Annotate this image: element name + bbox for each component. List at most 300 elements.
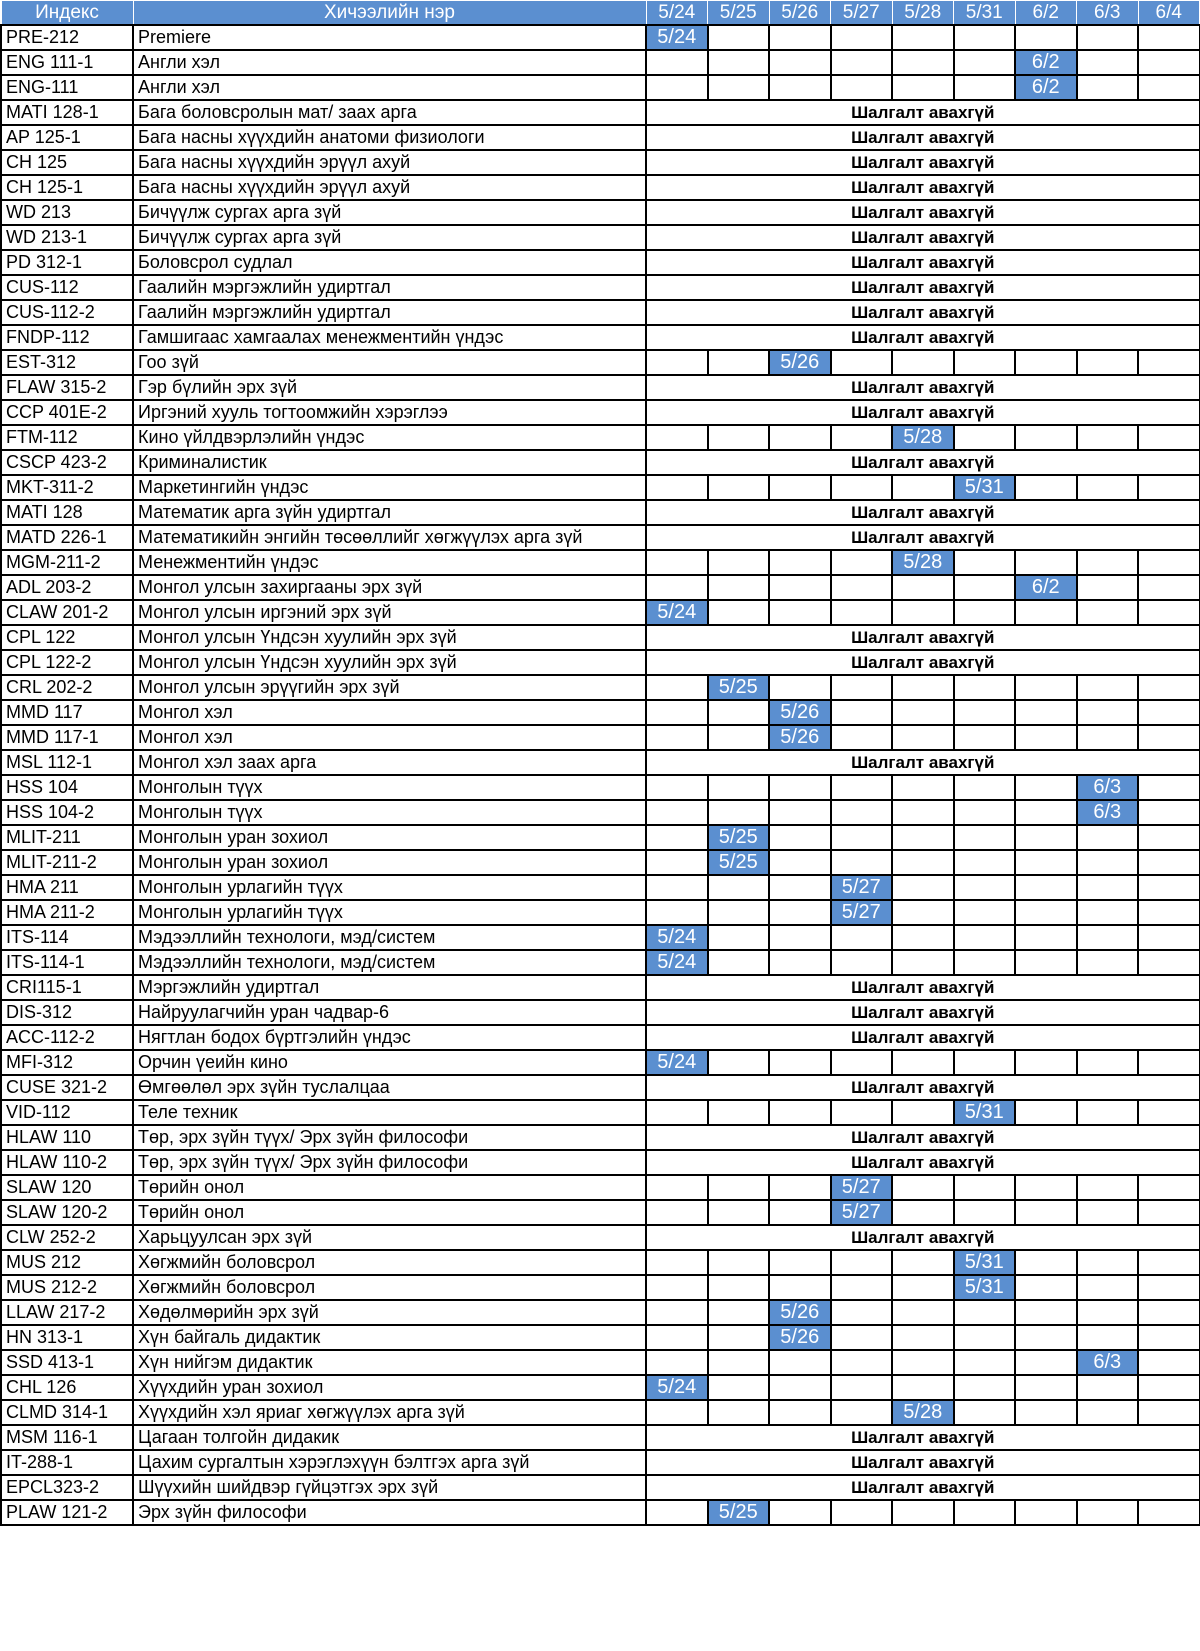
no-exam-label: Шалгалт авахгүй [646, 650, 1200, 675]
table-row [1, 275, 1200, 300]
empty-date-cell [892, 475, 954, 500]
empty-date-cell [1138, 1175, 1200, 1200]
course-name: Боловсрол судлал [133, 250, 646, 275]
empty-date-cell [831, 700, 893, 725]
course-name: Кино үйлдвэрлэлийн үндэс [133, 425, 646, 450]
course-index: MUS 212-2 [1, 1275, 133, 1300]
empty-date-cell [1015, 825, 1077, 850]
table-row [1, 25, 1200, 50]
no-exam-label: Шалгалт авахгүй [646, 325, 1200, 350]
exam-date-cell: 5/27 [831, 1200, 893, 1225]
empty-date-cell [1138, 75, 1200, 100]
exam-date-cell: 5/28 [892, 425, 954, 450]
table-row [1, 300, 1200, 325]
table-row [1, 625, 1200, 650]
empty-date-cell [892, 850, 954, 875]
empty-date-cell [892, 825, 954, 850]
empty-date-cell [708, 350, 770, 375]
empty-date-cell [831, 75, 893, 100]
course-name: Premiere [133, 25, 646, 50]
empty-date-cell [831, 1325, 893, 1350]
empty-date-cell [708, 25, 770, 50]
empty-date-cell [831, 600, 893, 625]
no-exam-label: Шалгалт авахгүй [646, 750, 1200, 775]
empty-date-cell [769, 850, 831, 875]
empty-date-cell [769, 1500, 831, 1525]
empty-date-cell [831, 800, 893, 825]
no-exam-label: Шалгалт авахгүй [646, 450, 1200, 475]
empty-date-cell [769, 575, 831, 600]
exam-date-cell: 5/26 [769, 725, 831, 750]
empty-date-cell [708, 1275, 770, 1300]
header-row [1, 1, 1200, 26]
course-index: CPL 122 [1, 625, 133, 650]
course-index: SSD 413-1 [1, 1350, 133, 1375]
empty-date-cell [1077, 75, 1139, 100]
course-name: Хүүхдийн уран зохиол [133, 1375, 646, 1400]
course-index: MMD 117-1 [1, 725, 133, 750]
table-row [1, 525, 1200, 550]
empty-date-cell [1138, 475, 1200, 500]
empty-date-cell [646, 725, 708, 750]
table-row [1, 1275, 1200, 1300]
table-row [1, 825, 1200, 850]
exam-date-cell: 5/24 [646, 1050, 708, 1075]
course-index: MLIT-211 [1, 825, 133, 850]
empty-date-cell [1138, 850, 1200, 875]
course-index: ENG 111-1 [1, 50, 133, 75]
empty-date-cell [769, 1275, 831, 1300]
course-index: VID-112 [1, 1100, 133, 1125]
course-name: Монголын түүх [133, 800, 646, 825]
table-row [1, 225, 1200, 250]
header-date: 6/2 [1015, 1, 1077, 26]
empty-date-cell [708, 1325, 770, 1350]
course-index: ENG-111 [1, 75, 133, 100]
no-exam-label: Шалгалт авахгүй [646, 275, 1200, 300]
empty-date-cell [1077, 675, 1139, 700]
header-date: 6/4 [1138, 1, 1200, 26]
empty-date-cell [954, 1500, 1016, 1525]
course-name: Харьцуулсан эрх зүй [133, 1225, 646, 1250]
course-name: Орчин үеийн кино [133, 1050, 646, 1075]
table-row [1, 950, 1200, 975]
empty-date-cell [892, 600, 954, 625]
empty-date-cell [1138, 1350, 1200, 1375]
table-row [1, 800, 1200, 825]
empty-date-cell [1138, 1050, 1200, 1075]
exam-date-cell: 5/25 [708, 1500, 770, 1525]
empty-date-cell [1077, 700, 1139, 725]
empty-date-cell [1138, 800, 1200, 825]
course-name: Монгол хэл [133, 725, 646, 750]
course-name: Монголын уран зохиол [133, 825, 646, 850]
course-index: EST-312 [1, 350, 133, 375]
empty-date-cell [1138, 350, 1200, 375]
empty-date-cell [1077, 1400, 1139, 1425]
empty-date-cell [646, 775, 708, 800]
empty-date-cell [708, 1250, 770, 1275]
empty-date-cell [708, 1300, 770, 1325]
table-row [1, 1425, 1200, 1450]
empty-date-cell [1077, 1375, 1139, 1400]
table-row [1, 700, 1200, 725]
table-row [1, 1375, 1200, 1400]
course-name: Монгол улсын Үндсэн хуулийн эрх зүй [133, 650, 646, 675]
empty-date-cell [708, 475, 770, 500]
empty-date-cell [1138, 900, 1200, 925]
empty-date-cell [1015, 950, 1077, 975]
empty-date-cell [1138, 875, 1200, 900]
empty-date-cell [954, 875, 1016, 900]
no-exam-label: Шалгалт авахгүй [646, 1125, 1200, 1150]
no-exam-label: Шалгалт авахгүй [646, 1000, 1200, 1025]
course-name: Гэр бүлийн эрх зүй [133, 375, 646, 400]
course-index: LLAW 217-2 [1, 1300, 133, 1325]
course-name: Бичүүлж сургах арга зүй [133, 225, 646, 250]
empty-date-cell [708, 1175, 770, 1200]
exam-date-cell: 5/26 [769, 1325, 831, 1350]
empty-date-cell [1138, 425, 1200, 450]
exam-date-cell: 6/2 [1015, 575, 1077, 600]
empty-date-cell [892, 875, 954, 900]
empty-date-cell [646, 1175, 708, 1200]
empty-date-cell [954, 1400, 1016, 1425]
table-row [1, 925, 1200, 950]
empty-date-cell [1138, 700, 1200, 725]
empty-date-cell [769, 925, 831, 950]
table-row [1, 1225, 1200, 1250]
course-index: MLIT-211-2 [1, 850, 133, 875]
empty-date-cell [892, 575, 954, 600]
empty-date-cell [646, 1500, 708, 1525]
empty-date-cell [646, 825, 708, 850]
course-name: Монгол улсын иргэний эрх зүй [133, 600, 646, 625]
empty-date-cell [1077, 925, 1139, 950]
empty-date-cell [708, 1350, 770, 1375]
course-index: CPL 122-2 [1, 650, 133, 675]
header-date: 6/3 [1077, 1, 1139, 26]
course-name: Төр, эрх зүйн түүх/ Эрх зүйн философи [133, 1125, 646, 1150]
empty-date-cell [1015, 1350, 1077, 1375]
course-name: Монгол хэл заах арга [133, 750, 646, 775]
empty-date-cell [1015, 550, 1077, 575]
empty-date-cell [1077, 350, 1139, 375]
empty-date-cell [1015, 1200, 1077, 1225]
empty-date-cell [1077, 25, 1139, 50]
header-index: Индекс [1, 1, 133, 26]
empty-date-cell [769, 600, 831, 625]
empty-date-cell [831, 425, 893, 450]
empty-date-cell [1138, 50, 1200, 75]
empty-date-cell [1138, 1200, 1200, 1225]
empty-date-cell [1015, 475, 1077, 500]
empty-date-cell [1077, 1100, 1139, 1125]
empty-date-cell [892, 25, 954, 50]
empty-date-cell [1077, 875, 1139, 900]
empty-date-cell [1138, 1375, 1200, 1400]
course-name: Бага насны хүүхдийн эрүүл ахуй [133, 150, 646, 175]
course-index: CLAW 201-2 [1, 600, 133, 625]
course-name: Монгол улсын Үндсэн хуулийн эрх зүй [133, 625, 646, 650]
empty-date-cell [646, 675, 708, 700]
header-date: 5/26 [769, 1, 831, 26]
empty-date-cell [769, 950, 831, 975]
empty-date-cell [646, 900, 708, 925]
empty-date-cell [954, 725, 1016, 750]
course-name: Гаалийн мэргэжлийн удиртгал [133, 300, 646, 325]
table-row [1, 450, 1200, 475]
empty-date-cell [708, 725, 770, 750]
empty-date-cell [954, 700, 1016, 725]
course-index: PD 312-1 [1, 250, 133, 275]
empty-date-cell [1138, 825, 1200, 850]
empty-date-cell [831, 675, 893, 700]
table-row [1, 100, 1200, 125]
table-row [1, 650, 1200, 675]
empty-date-cell [1077, 725, 1139, 750]
no-exam-label: Шалгалт авахгүй [646, 300, 1200, 325]
table-row [1, 375, 1200, 400]
empty-date-cell [1015, 875, 1077, 900]
table-row [1, 875, 1200, 900]
empty-date-cell [1015, 1300, 1077, 1325]
no-exam-label: Шалгалт авахгүй [646, 1225, 1200, 1250]
empty-date-cell [769, 50, 831, 75]
course-name: Иргэний хууль тогтоомжийн хэрэглээ [133, 400, 646, 425]
empty-date-cell [831, 25, 893, 50]
course-name: Цахим сургалтын хэрэглэхүүн бэлтгэх арга зүй [133, 1450, 646, 1475]
empty-date-cell [831, 1350, 893, 1375]
course-name: Мэдээллийн технологи, мэд/систем [133, 950, 646, 975]
empty-date-cell [1015, 700, 1077, 725]
empty-date-cell [954, 775, 1016, 800]
course-index: EPCL323-2 [1, 1475, 133, 1500]
empty-date-cell [708, 1100, 770, 1125]
course-index: AP 125-1 [1, 125, 133, 150]
empty-date-cell [708, 1200, 770, 1225]
table-row [1, 1150, 1200, 1175]
empty-date-cell [646, 1325, 708, 1350]
course-name: Төрийн онол [133, 1200, 646, 1225]
empty-date-cell [1138, 725, 1200, 750]
empty-date-cell [954, 1050, 1016, 1075]
course-index: HMA 211-2 [1, 900, 133, 925]
empty-date-cell [769, 875, 831, 900]
table-row [1, 1500, 1200, 1525]
course-name: Хүн байгаль дидактик [133, 1325, 646, 1350]
empty-date-cell [1138, 1300, 1200, 1325]
table-row [1, 850, 1200, 875]
empty-date-cell [1138, 775, 1200, 800]
no-exam-label: Шалгалт авахгүй [646, 100, 1200, 125]
course-index: MSL 112-1 [1, 750, 133, 775]
course-index: CRL 202-2 [1, 675, 133, 700]
empty-date-cell [708, 575, 770, 600]
empty-date-cell [1077, 475, 1139, 500]
course-name: Хөдөлмөрийн эрх зүй [133, 1300, 646, 1325]
course-name: Хүн нийгэм дидактик [133, 1350, 646, 1375]
empty-date-cell [892, 1375, 954, 1400]
course-name: Эрх зүйн философи [133, 1500, 646, 1525]
empty-date-cell [708, 900, 770, 925]
empty-date-cell [954, 1325, 1016, 1350]
empty-date-cell [892, 800, 954, 825]
empty-date-cell [892, 1300, 954, 1325]
empty-date-cell [954, 1375, 1016, 1400]
course-index: CUS-112-2 [1, 300, 133, 325]
table-row [1, 1000, 1200, 1025]
table-row [1, 1200, 1200, 1225]
empty-date-cell [769, 1350, 831, 1375]
header-date: 5/24 [646, 1, 708, 26]
course-index: HSS 104-2 [1, 800, 133, 825]
course-index: HMA 211 [1, 875, 133, 900]
empty-date-cell [1077, 50, 1139, 75]
empty-date-cell [708, 1050, 770, 1075]
course-name: Төрийн онол [133, 1175, 646, 1200]
table-row [1, 1100, 1200, 1125]
table-row [1, 1325, 1200, 1350]
empty-date-cell [831, 1500, 893, 1525]
course-index: MKT-311-2 [1, 475, 133, 500]
course-index: CH 125-1 [1, 175, 133, 200]
exam-date-cell: 5/31 [954, 475, 1016, 500]
empty-date-cell [1015, 1375, 1077, 1400]
empty-date-cell [892, 1200, 954, 1225]
empty-date-cell [769, 800, 831, 825]
empty-date-cell [1015, 600, 1077, 625]
empty-date-cell [646, 875, 708, 900]
empty-date-cell [1015, 1175, 1077, 1200]
empty-date-cell [831, 1275, 893, 1300]
empty-date-cell [831, 50, 893, 75]
course-name: Монголын урлагийн түүх [133, 900, 646, 925]
empty-date-cell [769, 1400, 831, 1425]
table-row [1, 975, 1200, 1000]
course-index: ADL 203-2 [1, 575, 133, 600]
empty-date-cell [1138, 1500, 1200, 1525]
table-row [1, 175, 1200, 200]
empty-date-cell [1077, 575, 1139, 600]
course-index: SLAW 120 [1, 1175, 133, 1200]
exam-date-cell: 5/24 [646, 950, 708, 975]
empty-date-cell [1015, 1500, 1077, 1525]
course-index: MUS 212 [1, 1250, 133, 1275]
course-index: CLW 252-2 [1, 1225, 133, 1250]
header-date: 5/28 [892, 1, 954, 26]
course-index: MFI-312 [1, 1050, 133, 1075]
empty-date-cell [769, 475, 831, 500]
course-name: Менежментийн үндэс [133, 550, 646, 575]
empty-date-cell [831, 825, 893, 850]
empty-date-cell [769, 1050, 831, 1075]
course-name: Маркетингийн үндэс [133, 475, 646, 500]
empty-date-cell [954, 600, 1016, 625]
empty-date-cell [708, 925, 770, 950]
empty-date-cell [646, 1200, 708, 1225]
empty-date-cell [892, 75, 954, 100]
empty-date-cell [1077, 825, 1139, 850]
empty-date-cell [1015, 1050, 1077, 1075]
course-index: ITS-114-1 [1, 950, 133, 975]
empty-date-cell [646, 850, 708, 875]
empty-date-cell [1077, 1175, 1139, 1200]
empty-date-cell [1138, 925, 1200, 950]
no-exam-label: Шалгалт авахгүй [646, 250, 1200, 275]
exam-date-cell: 5/25 [708, 675, 770, 700]
empty-date-cell [831, 1300, 893, 1325]
empty-date-cell [708, 75, 770, 100]
course-index: MMD 117 [1, 700, 133, 725]
empty-date-cell [892, 925, 954, 950]
empty-date-cell [646, 1300, 708, 1325]
exam-date-cell: 5/26 [769, 1300, 831, 1325]
empty-date-cell [1077, 1250, 1139, 1275]
empty-date-cell [954, 1350, 1016, 1375]
table-row [1, 775, 1200, 800]
course-name: Монгол улсын эрүүгийн эрх зүй [133, 675, 646, 700]
empty-date-cell [1138, 600, 1200, 625]
table-row [1, 1350, 1200, 1375]
empty-date-cell [954, 350, 1016, 375]
empty-date-cell [646, 50, 708, 75]
table-row [1, 400, 1200, 425]
table-row [1, 500, 1200, 525]
empty-date-cell [1077, 1325, 1139, 1350]
table-row [1, 350, 1200, 375]
empty-date-cell [646, 1400, 708, 1425]
empty-date-cell [1015, 775, 1077, 800]
course-name: Монгол хэл [133, 700, 646, 725]
table-row [1, 50, 1200, 75]
empty-date-cell [831, 775, 893, 800]
empty-date-cell [769, 1100, 831, 1125]
course-index: HLAW 110 [1, 1125, 133, 1150]
empty-date-cell [892, 1250, 954, 1275]
empty-date-cell [1015, 675, 1077, 700]
empty-date-cell [831, 550, 893, 575]
no-exam-label: Шалгалт авахгүй [646, 225, 1200, 250]
course-index: FLAW 315-2 [1, 375, 133, 400]
empty-date-cell [708, 950, 770, 975]
empty-date-cell [646, 1275, 708, 1300]
exam-date-cell: 5/24 [646, 1375, 708, 1400]
exam-date-cell: 5/27 [831, 875, 893, 900]
empty-date-cell [1015, 425, 1077, 450]
empty-date-cell [892, 1325, 954, 1350]
empty-date-cell [892, 1350, 954, 1375]
empty-date-cell [1138, 575, 1200, 600]
course-index: CRI115-1 [1, 975, 133, 1000]
empty-date-cell [646, 1250, 708, 1275]
empty-date-cell [1015, 350, 1077, 375]
empty-date-cell [831, 925, 893, 950]
empty-date-cell [892, 675, 954, 700]
empty-date-cell [831, 1375, 893, 1400]
table-row [1, 425, 1200, 450]
no-exam-label: Шалгалт авахгүй [646, 150, 1200, 175]
course-index: WD 213 [1, 200, 133, 225]
course-name: Мэргэжлийн удиртгал [133, 975, 646, 1000]
empty-date-cell [769, 1175, 831, 1200]
empty-date-cell [954, 25, 1016, 50]
course-index: SLAW 120-2 [1, 1200, 133, 1225]
empty-date-cell [1015, 925, 1077, 950]
empty-date-cell [892, 1500, 954, 1525]
table-row [1, 1025, 1200, 1050]
empty-date-cell [954, 1200, 1016, 1225]
